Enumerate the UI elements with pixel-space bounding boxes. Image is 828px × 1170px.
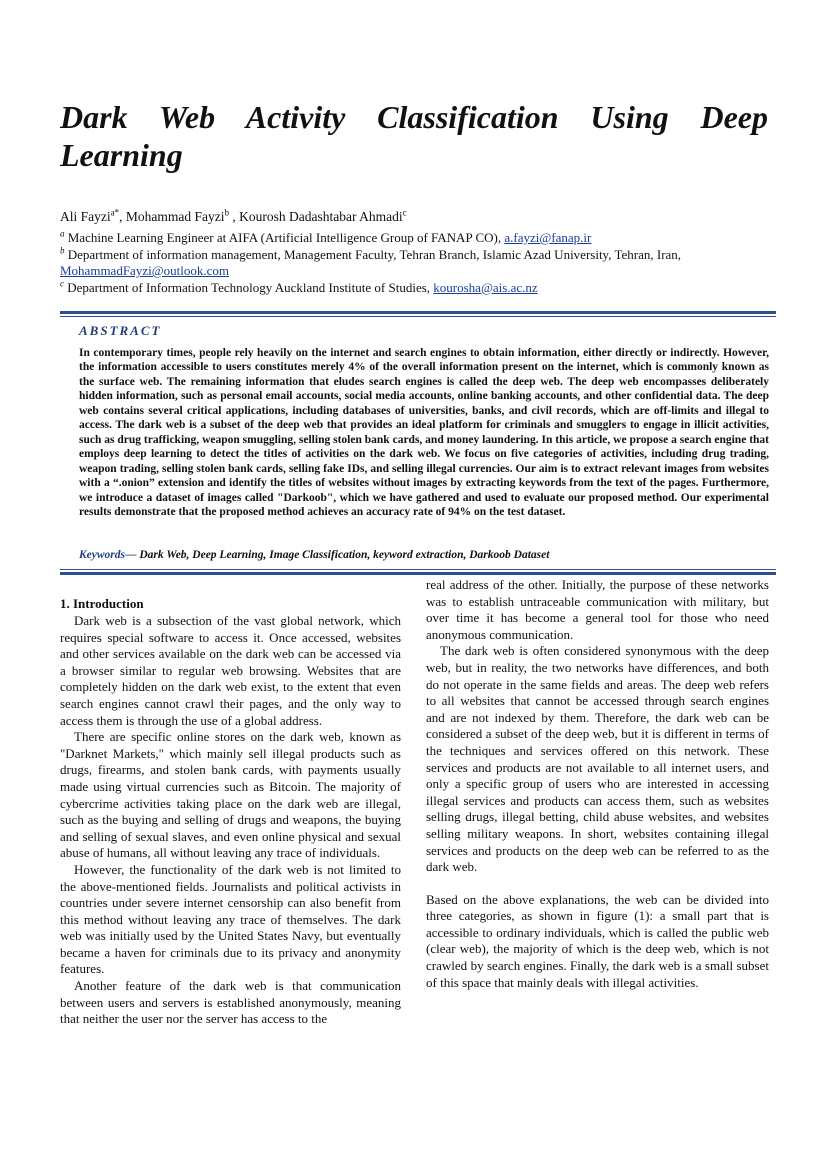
keywords-label: Keywords— [79, 549, 137, 561]
author-name: Kourosh Dadashtabar Ahmadi [239, 209, 403, 224]
body-paragraph: real address of the other. Initially, the purpose of these networks was to establish untraceable communication with military, but over time it has become a general tool for those who need anonymous communication. [426, 577, 769, 642]
abstract-top-rule [60, 311, 776, 317]
keywords-text: Dark Web, Deep Learning, Image Classification, keyword extraction, Darkoob Dataset [136, 549, 550, 561]
body-paragraph: Another feature of the dark web is that communication between users and servers is established anonymously, meaning that neither the user nor the server has access to the [60, 978, 401, 1027]
affiliations [60, 230, 768, 296]
author-name: Mohammad Fayzi [125, 209, 225, 224]
right-column [426, 577, 769, 991]
affiliation-text: Machine Learning Engineer at AIFA (Artificial Intelligence Group of FANAP CO), [67, 230, 505, 245]
affiliation-text: Department of Information Technology Auckland Institute of Studies, [67, 279, 434, 295]
abstract-heading: ABSTRACT [79, 323, 162, 338]
email-link[interactable]: a.fayzi@fanap.ir [504, 230, 592, 245]
body-paragraph: There are specific online stores on the dark web, known as "Darknet Markets," which mainly sell illegal products such as drugs, firearms, and stolen bank cards, with payments usually made using virtual currencies such as Bitcoin. The majority of cybercrime activities taking place on the dark web are illegal, such as the buying and selling of drugs and weapons, the buying and selling of sexual slaves, and even online physical and sexual abuse of humans, all without leaving any trace of individuals. [60, 729, 401, 861]
author-list: Ali Fayzi$^{a*}$, Mohammad Fayzi$^b$ , Kourosh Dadashtabar Ahmadi$^c$ [60, 207, 407, 224]
author-name: Ali Fayzi [60, 209, 111, 224]
author-affil-mark: a* [110, 207, 120, 218]
affiliation-mark: a [60, 228, 65, 239]
body-paragraph: Based on the above explanations, the web can be divided into three categories, as shown in figure (1): a small part that is accessible to ordinary individuals, which is called the public web (clear web), the majority of which is the deep web, which is not crawled by search engines. Finally, the dark web is a small subset of this space that mainly deals with illegal activities. [426, 891, 769, 990]
body-paragraph: Dark web is a subsection of the vast global network, which requires special software to access it. Once accessed, websites and other services available on the dark web can be accessed via a browser similar to regular web browsing. Websites that are completely hidden on the dark web exist, to the extent that even search engines cannot crawl their pages, and the only way to access them is through the use of a global address. [60, 613, 401, 728]
paper-title: Dark Web Activity Classification Using Deep Learning [60, 99, 768, 173]
left-column [60, 613, 401, 1028]
email-link[interactable]: MohammadFayzi@outlook.com [60, 263, 230, 278]
keywords-line [79, 548, 769, 562]
abstract-bottom-rule [60, 569, 776, 575]
body-paragraph: However, the functionality of the dark web is not limited to the above-mentioned fields. Journalists and political activists in countries under severe internet censorship can also benefit from this method without leaving any trace of themselves. The dark web was initially used by the United States Navy, but eventually became a haven for criminals due to its privacy and anonymity features. [60, 861, 401, 977]
body-paragraph: The dark web is often considered synonymous with the deep web, but in reality, the two networks have differences, and both do not operate in the same fields and areas. The deep web refers to all websites that cannot be accessed through search engines and are not indexed by them. Therefore, the dark web can be considered a subset of the deep web, but it is different in terms of the techniques and services offered on this network. These services and products are not available to all internet users, and only a specific group of users who are interested in accessing illegal services and products can access them, such as websites selling drugs, illegal betting, child abuse websites, and websites selling military weapons. In short, websites containing illegal services and products on the deep web can be referred to as the dark web. [426, 643, 769, 875]
author-affil-mark: c [402, 207, 407, 218]
email-link[interactable]: kourosha@ais.ac.nz [433, 279, 538, 295]
section-heading: 1. Introduction [60, 596, 144, 611]
author-affil-mark: b [224, 207, 229, 218]
affiliation-mark: c [60, 278, 64, 289]
affiliation-line [60, 280, 768, 297]
affiliation-mark: b [60, 245, 65, 256]
affiliation-line [60, 230, 768, 247]
affiliation-text: Department of information management, Management Faculty, Tehran Branch, Islamic Azad University, Tehran, Iran, [67, 246, 682, 262]
abstract-text: In contemporary times, people rely heavily on the internet and search engines to obtain information, either directly or indirectly. However, the information accessible to users constitutes merely 4% of the overall information present on the internet, which is commonly known as the surface web. The remaining information that eludes search engines is called the deep web. The deep web encompasses deliberately hidden information, such as personal email accounts, social media accounts, online banking accounts, and other confidential data. The deep web contains several critical applications, including databases of universities, banks, and civil records, which are off-limits and illegal to access. The dark web is a subset of the deep web that provides an ideal platform for criminals and smugglers to engage in illicit activities, such as drug trafficking, weapon smuggling, selling stolen bank cards, and money laundering. In this article, we propose a search engine that employs deep learning to detect the titles of activities on the dark web. We focus on five categories of activities, including drug trading, weapon trading, selling stolen bank cards, selling fake IDs, and selling illegal currencies. Our aim is to extract relevant images from websites with a “.onion” extension and identify the titles of websites without images by extracting keywords from the text of the pages. Furthermore, we introduce a dataset of images called "Darkoob", which we have gathered and used to evaluate our proposed method. Our experimental results demonstrate that the proposed method achieves an accuracy rate of 94% on the test dataset. [79, 347, 769, 518]
affiliation-line [60, 247, 768, 280]
